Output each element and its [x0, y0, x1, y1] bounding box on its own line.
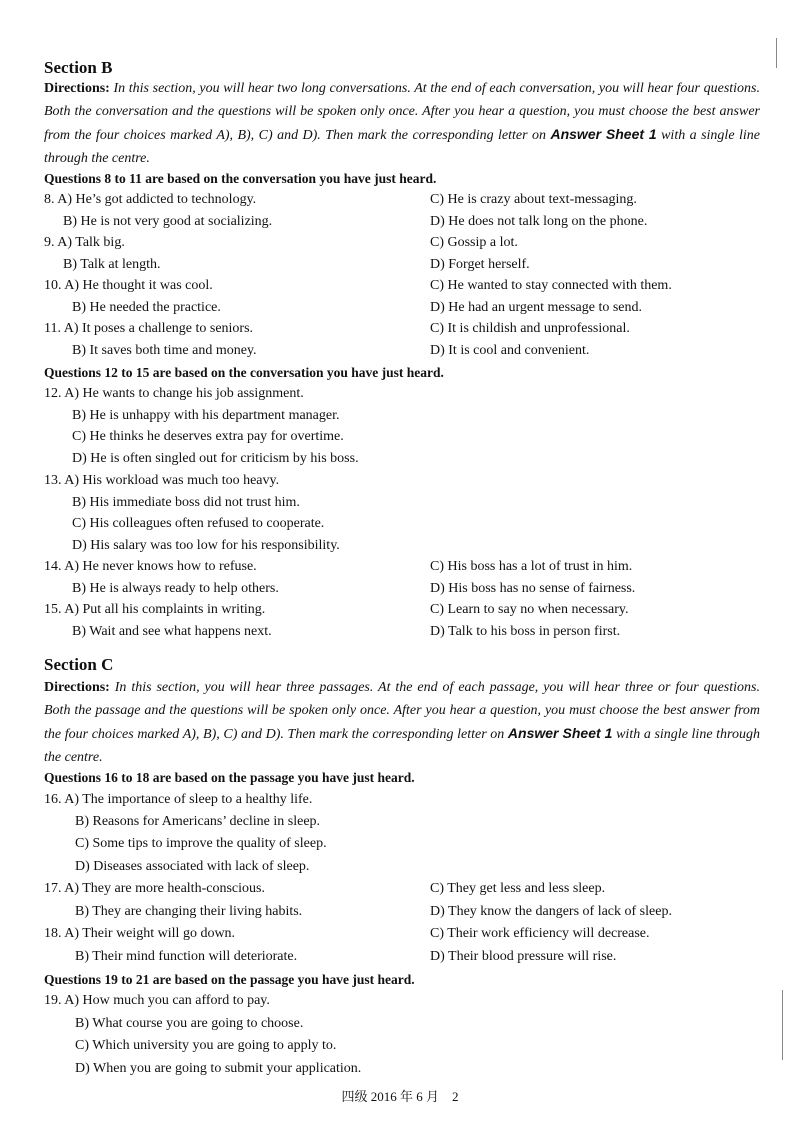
option-8b: B) He is not very good at socializing. — [63, 214, 273, 229]
option-19b: B) What course you are going to choose. — [75, 1016, 304, 1031]
option-8d: D) He does not talk long on the phone. — [430, 214, 648, 229]
option-8a: 8. A) He’s got addicted to technology. — [44, 192, 257, 207]
option-18c: C) Their work efficiency will decrease. — [430, 926, 650, 941]
option-11c: C) It is childish and unprofessional. — [430, 321, 630, 336]
option-14b: B) He is always ready to help others. — [72, 581, 279, 596]
option-17c: C) They get less and less sleep. — [430, 881, 606, 896]
option-11a: 11. A) It poses a challenge to seniors. — [44, 321, 254, 336]
option-12a: 12. A) He wants to change his job assignment. — [44, 386, 304, 401]
option-10d: D) He had an urgent message to send. — [430, 300, 643, 315]
scan-mark — [776, 38, 777, 68]
option-15d: D) Talk to his boss in person first. — [430, 624, 621, 639]
option-18d: D) Their blood pressure will rise. — [430, 949, 617, 964]
option-10c: C) He wanted to stay connected with them. — [430, 278, 672, 293]
option-15b: B) Wait and see what happens next. — [72, 624, 272, 639]
option-12d: D) He is often singled out for criticism by his boss. — [72, 451, 359, 466]
question-group-header: Questions 12 to 15 are based on the conversation you have just heard. — [44, 365, 444, 380]
option-15c: C) Learn to say no when necessary. — [430, 602, 629, 617]
directions-text-2: with a single line through the centre. — [44, 727, 760, 765]
option-13b: B) His immediate boss did not trust him. — [72, 495, 300, 510]
question-group-header: Questions 16 to 18 are based on the passage you have just heard. — [44, 770, 415, 785]
option-12c: C) He thinks he deserves extra pay for overtime. — [72, 429, 344, 444]
option-19d: D) When you are going to submit your application. — [75, 1061, 362, 1076]
section-c-title: Section C — [44, 655, 114, 674]
option-13a: 13. A) His workload was much too heavy. — [44, 473, 280, 488]
option-12b: B) He is unhappy with his department manager. — [72, 408, 340, 423]
option-19a: 19. A) How much you can afford to pay. — [44, 993, 270, 1008]
option-9d: D) Forget herself. — [430, 257, 530, 272]
question-group-header: Questions 8 to 11 are based on the conversation you have just heard. — [44, 171, 437, 186]
option-9c: C) Gossip a lot. — [430, 235, 518, 250]
option-14a: 14. A) He never knows how to refuse. — [44, 559, 257, 574]
answer-sheet-ref: Answer Sheet 1 — [507, 725, 613, 741]
option-17a: 17. A) They are more health-conscious. — [44, 881, 265, 896]
option-18a: 18. A) Their weight will go down. — [44, 926, 236, 941]
option-9b: B) Talk at length. — [63, 257, 161, 272]
option-11d: D) It is cool and convenient. — [430, 343, 590, 358]
option-16c: C) Some tips to improve the quality of sleep. — [75, 836, 327, 851]
option-13d: D) His salary was too low for his responsibility. — [72, 538, 340, 553]
option-11b: B) It saves both time and money. — [72, 343, 257, 358]
directions-label: Directions: — [44, 81, 110, 96]
option-17b: B) They are changing their living habits. — [75, 904, 303, 919]
option-9a: 9. A) Talk big. — [44, 235, 125, 250]
option-16a: 16. A) The importance of sleep to a healthy life. — [44, 792, 313, 807]
question-group-header: Questions 19 to 21 are based on the passage you have just heard. — [44, 972, 415, 987]
option-14c: C) His boss has a lot of trust in him. — [430, 559, 633, 574]
option-18b: B) Their mind function will deteriorate. — [75, 949, 298, 964]
option-10b: B) He needed the practice. — [72, 300, 221, 315]
section-c-directions — [44, 677, 760, 769]
section-b-directions — [44, 78, 760, 170]
option-15a: 15. A) Put all his complaints in writing. — [44, 602, 266, 617]
directions-text-2: with a single line through the centre. — [44, 128, 760, 166]
answer-sheet-ref: Answer Sheet 1 — [550, 126, 657, 142]
option-10a: 10. A) He thought it was cool. — [44, 278, 213, 293]
option-19c: C) Which university you are going to apply to. — [75, 1038, 337, 1053]
section-b-title: Section B — [44, 58, 113, 77]
directions-text-1: In this section, you will hear two long conversations. At the end of each conversation, you will hear four questions. Both the conversation and the questions will be spoken only once. After you hear a question, you must choose the best answer from the four choices marked A), B), C) and D). Then mark the corresponding letter on — [44, 81, 760, 143]
option-13c: C) His colleagues often refused to cooperate. — [72, 516, 325, 531]
option-16b: B) Reasons for Americans’ decline in sleep. — [75, 814, 321, 829]
option-16d: D) Diseases associated with lack of sleep. — [75, 859, 310, 874]
page-footer: 四级 2016 年 6 月 2 — [341, 1089, 459, 1104]
option-17d: D) They know the dangers of lack of sleep. — [430, 904, 672, 919]
directions-label: Directions: — [44, 680, 110, 695]
directions-text-1: In this section, you will hear three passages. At the end of each passage, you will hear three or four questions. Both the passage and the questions will be spoken only once. After you hear a question, you must choose the best answer from the four choices marked A), B), C) and D). Then mark the corresponding letter on — [44, 680, 760, 742]
option-8c: C) He is crazy about text-messaging. — [430, 192, 637, 207]
option-14d: D) His boss has no sense of fairness. — [430, 581, 636, 596]
scan-mark — [782, 990, 783, 1060]
